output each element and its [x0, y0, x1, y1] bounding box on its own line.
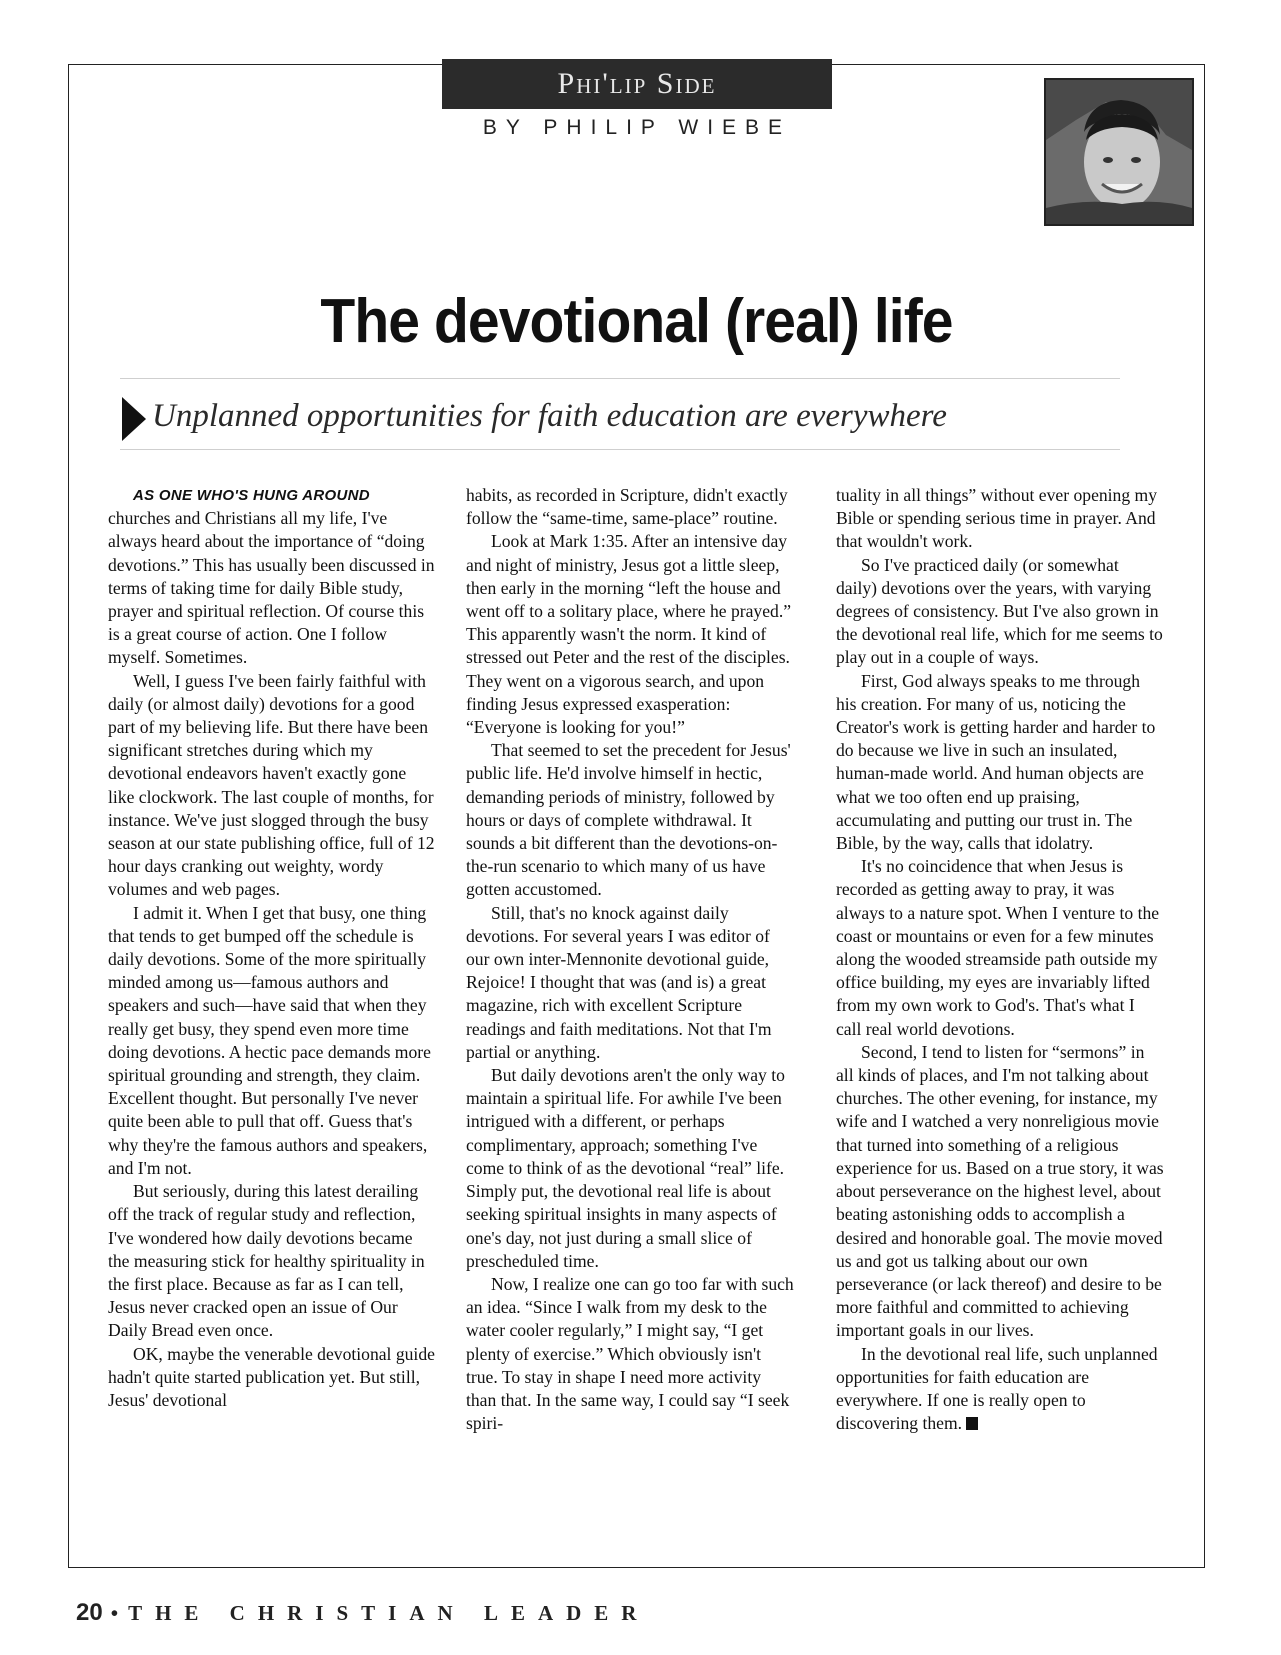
deck-arrow-icon — [122, 397, 146, 441]
lead-in: AS ONE WHO'S HUNG AROUND — [133, 487, 370, 504]
footer-separator: • — [110, 1601, 119, 1625]
article-column-1 — [108, 484, 436, 1412]
page-footer — [76, 1599, 649, 1627]
author-photo — [1044, 78, 1194, 226]
deck-bottom-rule — [120, 449, 1120, 450]
author-portrait-image — [1046, 80, 1192, 224]
end-mark-icon — [966, 1417, 978, 1430]
paragraph: habits, as recorded in Scripture, didn't exactly follow the “same-time, same-place” routine. — [466, 485, 788, 529]
article-column-2 — [466, 484, 794, 1435]
paragraph: tuality in all things” without ever opening my Bible or spending serious time in prayer. And that wouldn't work. — [836, 485, 1158, 552]
paragraph: Well, I guess I've been fairly faithful with daily (or almost daily) devotions for a good part of my believing life. But there have been significant stretches during which my devotional endeavors haven't exactly gone like clockwork. The last couple of months, for instance. We've just slogged through the busy season at our state publishing office, full of 12 hour days cranking out weighty, wordy volumes and web pages. — [108, 670, 435, 900]
paragraph: But seriously, during this latest derailing off the track of regular study and reflection, I've wondered how daily devotions became the measuring stick for healthy spirituality in the first place. Because as far as I can tell, Jesus never cracked open an issue of Our Daily Bread even once. — [108, 1181, 425, 1341]
publication-name: THE CHRISTIAN LEADER — [128, 1601, 650, 1625]
article-headline: The devotional (real) life — [320, 287, 953, 356]
deck-top-rule — [120, 378, 1120, 379]
paragraph: Still, that's no knock against daily devotions. For several years I was editor of our own inter-Mennonite devotional guide, Rejoice! I thought that was (and is) a great magazine, rich with excellent Scripture readings and faith meditations. Not that I'm partial or anything. — [466, 902, 772, 1062]
paragraph: OK, maybe the venerable devotional guide hadn't quite started publication yet. But still, Jesus' devotional — [108, 1343, 435, 1410]
article-deck: Unplanned opportunities for faith education are everywhere — [152, 398, 947, 434]
paragraph: churches and Christians all my life, I've always heard about the importance of “doing devotions.” This has usually been discussed in terms of taking time for daily Bible study, prayer and spiritual reflection. Of course this is a great course of action. One I follow myself. Sometimes. — [108, 508, 435, 668]
paragraph: Look at Mark 1:35. After an intensive day and night of ministry, Jesus got a little sleep, then early in the morning “left the house and went off to a solitary place, where he prayed.” This apparently wasn't the norm. It kind of stressed out Peter and the rest of the disciples. They went on a vigorous search, and upon finding Jesus expressed exasperation: “Everyone is looking for you!” — [466, 531, 792, 738]
paragraph: I admit it. When I get that busy, one thing that tends to get bumped off the schedule is daily devotions. Some of the more spiritually minded among us—famous authors and speakers and such—have said that when they really get busy, they spend even more time doing devotions. A hectic pace demands more spiritual grounding and strength, they claim. Excellent thought. But personally I've never quite been able to pull that off. Guess that's why they're the famous authors and speakers, and I'm not. — [108, 902, 431, 1178]
final-paragraph-text: In the devotional real life, such unplanned opportunities for faith education are everywhere. If one is really open to discovering them. — [836, 1343, 1158, 1434]
paragraph: Second, I tend to listen for “sermons” in all kinds of places, and I'm not talking about churches. The other evening, for instance, my wife and I watched a very nonreligious movie that turned into something of a religious experience for us. Based on a true story, it was about perseverance on the highest level, about beating astonishing odds to accomplish a desired and honorable goal. The movie moved us and got us talking about our own perseverance (or lack thereof) and desire to be more faithful and committed to achieving important goals in our lives. — [836, 1041, 1164, 1341]
column-name-banner: Phi'lip Side — [442, 59, 832, 109]
paragraph: That seemed to set the precedent for Jesus' public life. He'd involve himself in hectic, demanding periods of ministry, followed by hours or days of complete withdrawal. It sounds a bit different than the devotions-on-the-run scenario to which many of us have gotten accustomed. — [466, 740, 791, 900]
paragraph: Now, I realize one can go too far with such an idea. “Since I walk from my desk to the water cooler regularly,” I might say, “I get plenty of exercise.” Which obviously isn't true. To stay in shape I need more activity than that. In the same way, I could say “I seek spiri- — [466, 1273, 794, 1434]
paragraph: First, God always speaks to me through his creation. For many of us, noticing the Creator's work is getting harder and harder to do because we live in such an insulated, human-made world. And human objects are what we too often end up praising, accumulating and putting our trust in. The Bible, by the way, calls that idolatry. — [836, 670, 1156, 854]
article-column-3 — [836, 484, 1164, 1435]
page-number: 20 — [76, 1599, 103, 1626]
paragraph: It's no coincidence that when Jesus is recorded as getting away to pray, it was always to a nature spot. When I venture to the coast or mountains or even for a few minutes along the wooded streamside path outside my office building, my eyes are invariably lifted from my own work to God's. That's what I call real world devotions. — [836, 856, 1160, 1039]
paragraph: So I've practiced daily (or somewhat daily) devotions over the years, with varying degrees of consistency. But I've also grown in the devotional real life, which for me seems to play out in a couple of ways. — [836, 554, 1163, 668]
paragraph: But daily devotions aren't the only way to maintain a spiritual life. For awhile I've been intrigued with a different, or perhaps complimentary, approach; something I've come to think of as the devotional “real” life. Simply put, the devotional real life is about seeking spiritual insights in many aspects of one's day, not just during a small slice of prescheduled time. — [466, 1065, 785, 1271]
final-paragraph — [836, 1343, 1164, 1436]
byline: BY PHILIP WIEBE — [482, 116, 792, 139]
